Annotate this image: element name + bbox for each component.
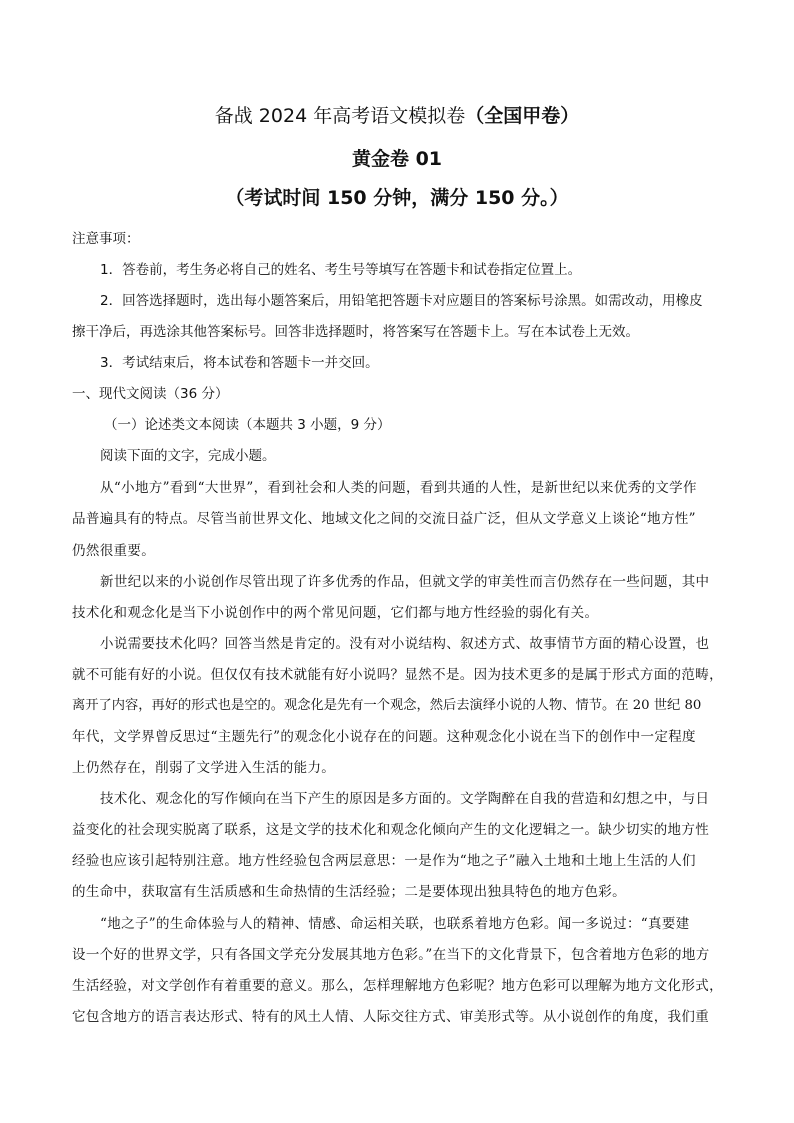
- passage-line: 品普遍具有的特点。尽管当前世界文化、地域文化之间的交流日益广泛，但从文学意义上谈论“地方性”: [72, 511, 696, 527]
- exam-title-region: （全国甲卷）: [465, 105, 580, 127]
- notes-item-2-line-2: 擦干净后，再选涂其他答案标号。回答非选择题时，将答案写在答题卡上。写在本试卷上无效。: [72, 324, 639, 340]
- exam-title-main: 备战 2024 年高考语文模拟卷: [214, 105, 466, 127]
- passage-line: 经验也应该引起特别注意。地方性经验包含两层意思：一是作为“地之子”融入土地和土地上生活的人们: [72, 853, 696, 869]
- exam-title: [0, 103, 794, 129]
- passage-line: 技术化和观念化是当下小说创作中的两个常见问题，它们都与地方性经验的弱化有关。: [72, 605, 599, 621]
- passage-line: 新世纪以来的小说创作尽管出现了许多优秀的作品，但就文学的审美性而言仍然存在一些问题，其中: [100, 574, 710, 590]
- passage-line: 设一个好的世界文学，只有各国文学充分发展其地方色彩。”在当下的文化背景下，包含着地方色彩的地方: [72, 947, 710, 963]
- passage-line: 它包含地方的语言表达形式、特有的风土人情、人际交往方式、审美形式等。从小说创作的角度，我们重: [72, 1009, 710, 1025]
- exam-info: （考试时间 150 分钟，满分 150 分。）: [225, 187, 569, 209]
- passage-line: “地之子”的生命体验与人的精神、情感、命运相关联，也联系着地方色彩。闻一多说过：“真要建: [100, 916, 690, 932]
- reading-instruction: 阅读下面的文字，完成小题。: [100, 448, 276, 464]
- passage-line: 年代，文学界曾反思过“主题先行”的观念化小说存在的问题。这种观念化小说在当下的创作中一定程度: [72, 729, 696, 745]
- notes-heading: 注意事项：: [72, 231, 140, 247]
- section-heading: 一、现代文阅读（36 分）: [72, 386, 229, 402]
- exam-subtitle: 黄金卷 01: [351, 148, 443, 170]
- passage-line: 就不可能有好的小说。但仅仅有技术就能有好小说吗？显然不是。因为技术更多的是属于形式方面的范畴，: [72, 667, 723, 683]
- passage-line: 技术化、观念化的写作倾向在当下产生的原因是多方面的。文学陶醉在自我的营造和幻想之中，与日: [100, 791, 710, 807]
- passage-line: 仍然很重要。: [72, 543, 156, 559]
- passage-line: 上仍然存在，削弱了文学进入生活的能力。: [72, 760, 336, 776]
- passage-line: 离开了内容，再好的形式也是空的。观念化是先有一个观念，然后去演绎小说的人物、情节。在 20 世纪 80: [72, 698, 702, 713]
- notes-item-3: 3．考试结束后，将本试卷和答题卡一并交回。: [100, 355, 379, 371]
- notes-item-1: 1．答卷前，考生务必将自己的姓名、考生号等填写在答题卡和试卷指定位置上。: [100, 262, 582, 278]
- sub-section-heading: （一）论述类文本阅读（本题共 3 小题，9 分）: [104, 417, 391, 433]
- passage-line: 益变化的社会现实脱离了联系，这是文学的技术化和观念化倾向产生的文化逻辑之一。缺少切实的地方性: [72, 822, 710, 838]
- passage-line: 的生命中，获取富有生活质感和生命热情的生活经验；二是要体现出独具特色的地方色彩。: [72, 884, 626, 900]
- passage-line: 生活经验，对文学创作有着重要的意义。那么，怎样理解地方色彩呢？地方色彩可以理解为地方文化形式，: [72, 978, 723, 994]
- notes-item-2-line-1: 2．回答选择题时，选出每小题答案后，用铅笔把答题卡对应题目的答案标号涂黑。如需改动，用橡皮: [100, 293, 703, 309]
- passage-line: 小说需要技术化吗？回答当然是肯定的。没有对小说结构、叙述方式、故事情节方面的精心设置，也: [100, 636, 710, 652]
- passage-line: 从“小地方”看到“大世界”，看到社会和人类的问题，看到共通的人性，是新世纪以来优秀的文学作: [100, 480, 697, 496]
